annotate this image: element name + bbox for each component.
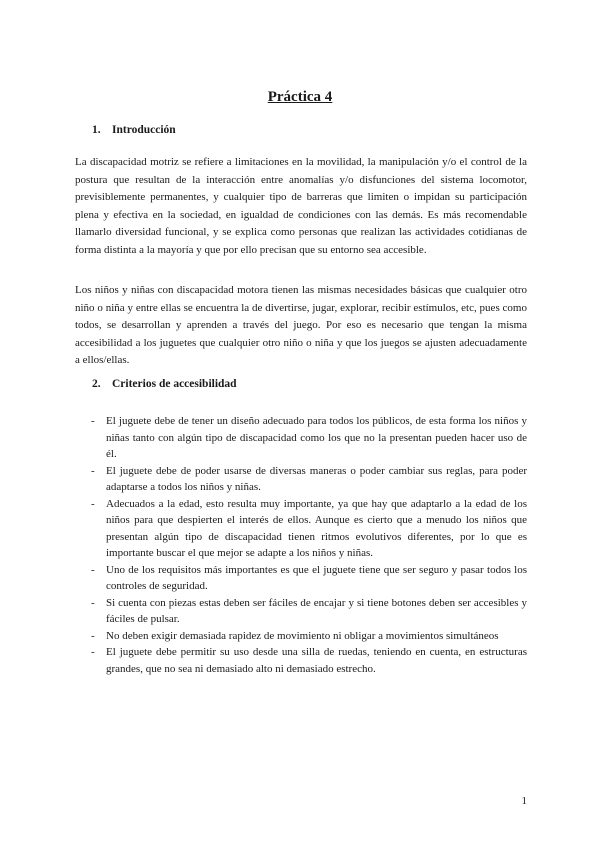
criteria-list <box>75 413 527 677</box>
list-item <box>75 562 527 595</box>
list-item <box>75 413 527 463</box>
page-number: 1 <box>521 795 527 807</box>
list-item <box>75 644 527 677</box>
section-heading-introduccion <box>92 124 176 136</box>
list-item-text: Adecuados a la edad, esto resulta muy importante, ya que hay que adaptarlo a la edad de los niños para que despierten el interés de ellos. Aunque es cierto que a menudo los niños que presentan algún tipo de discapacidad tienen ritmos evolutivos diferentes, por lo que es importante buscar el que mejor se adapte a los niños y niñas. <box>106 497 527 559</box>
section-title: Criterios de accesibilidad <box>112 378 237 390</box>
paragraph: Los niños y niñas con discapacidad motora tienen las mismas necesidades básicas que cualquier otro niño o niña y entre ellas se encuentra la de divertirse, jugar, explorar, recibir estímulos, etc, pues como todos, se desarrollan y aprenden a través del juego. Por eso es necesario que tengan la misma accesibilidad a los juguetes que cualquier otro niño o niña y que los juegos se ajusten adecuadamente a ellos/ellas. <box>75 284 527 366</box>
list-item-text: Uno de los requisitos más importantes es que el juguete tiene que ser seguro y pasar todos los controles de seguridad. <box>106 563 527 592</box>
list-item <box>75 496 527 562</box>
section-heading-criterios <box>92 378 237 390</box>
bullet-dash: - <box>91 415 95 427</box>
section-title: Introducción <box>112 124 176 136</box>
paragraph: La discapacidad motriz se refiere a limitaciones en la movilidad, la manipulación y/o el control de la postura que resultan de la interacción entre anomalías y/o disfunciones del sistema locomotor, previsiblemente permanentes, y cualquier tipo de barreras que limiten o impidan su participación plena y efectiva en la sociedad, en igualdad de condiciones con las demás. Es más recomendable llamarlo diversidad funcional, y se explica como personas que realizan las actividades cotidianas de forma distinta a la mayoría y que por ello precisan que su entorno sea accesible. <box>75 156 527 256</box>
list-item-text: El juguete debe permitir su uso desde una silla de ruedas, teniendo en cuenta, en estructuras grandes, que no sea ni demasiado alto ni demasiado estrecho. <box>106 646 527 675</box>
section-number: 2. <box>92 378 101 390</box>
list-item <box>75 628 527 645</box>
bullet-dash: - <box>91 497 95 510</box>
page-title: Práctica 4 <box>267 89 333 105</box>
bullet-dash: - <box>91 464 95 477</box>
list-item-text: Si cuenta con piezas estas deben ser fáciles de encajar y si tiene botones deben ser accesibles y fáciles de pulsar. <box>106 596 527 625</box>
list-item-text: El juguete debe de tener un diseño adecuado para todos los públicos, de esta forma los niños y niñas tanto con algún tipo de discapacidad como los que no la presentan pueden hacer uso de él. <box>106 415 527 460</box>
section-number: 1. <box>92 124 101 136</box>
list-item-text: El juguete debe de poder usarse de diversas maneras o poder cambiar sus reglas, para poder adaptarse a todos los niños y niñas. <box>106 464 527 493</box>
list-item <box>75 595 527 628</box>
bullet-dash: - <box>91 646 95 658</box>
bullet-dash: - <box>91 563 95 576</box>
list-item-text: No deben exigir demasiada rapidez de movimiento ni obligar a movimientos simultáneos <box>106 629 499 642</box>
bullet-dash: - <box>91 629 95 642</box>
bullet-dash: - <box>91 596 95 609</box>
list-item <box>75 463 527 496</box>
